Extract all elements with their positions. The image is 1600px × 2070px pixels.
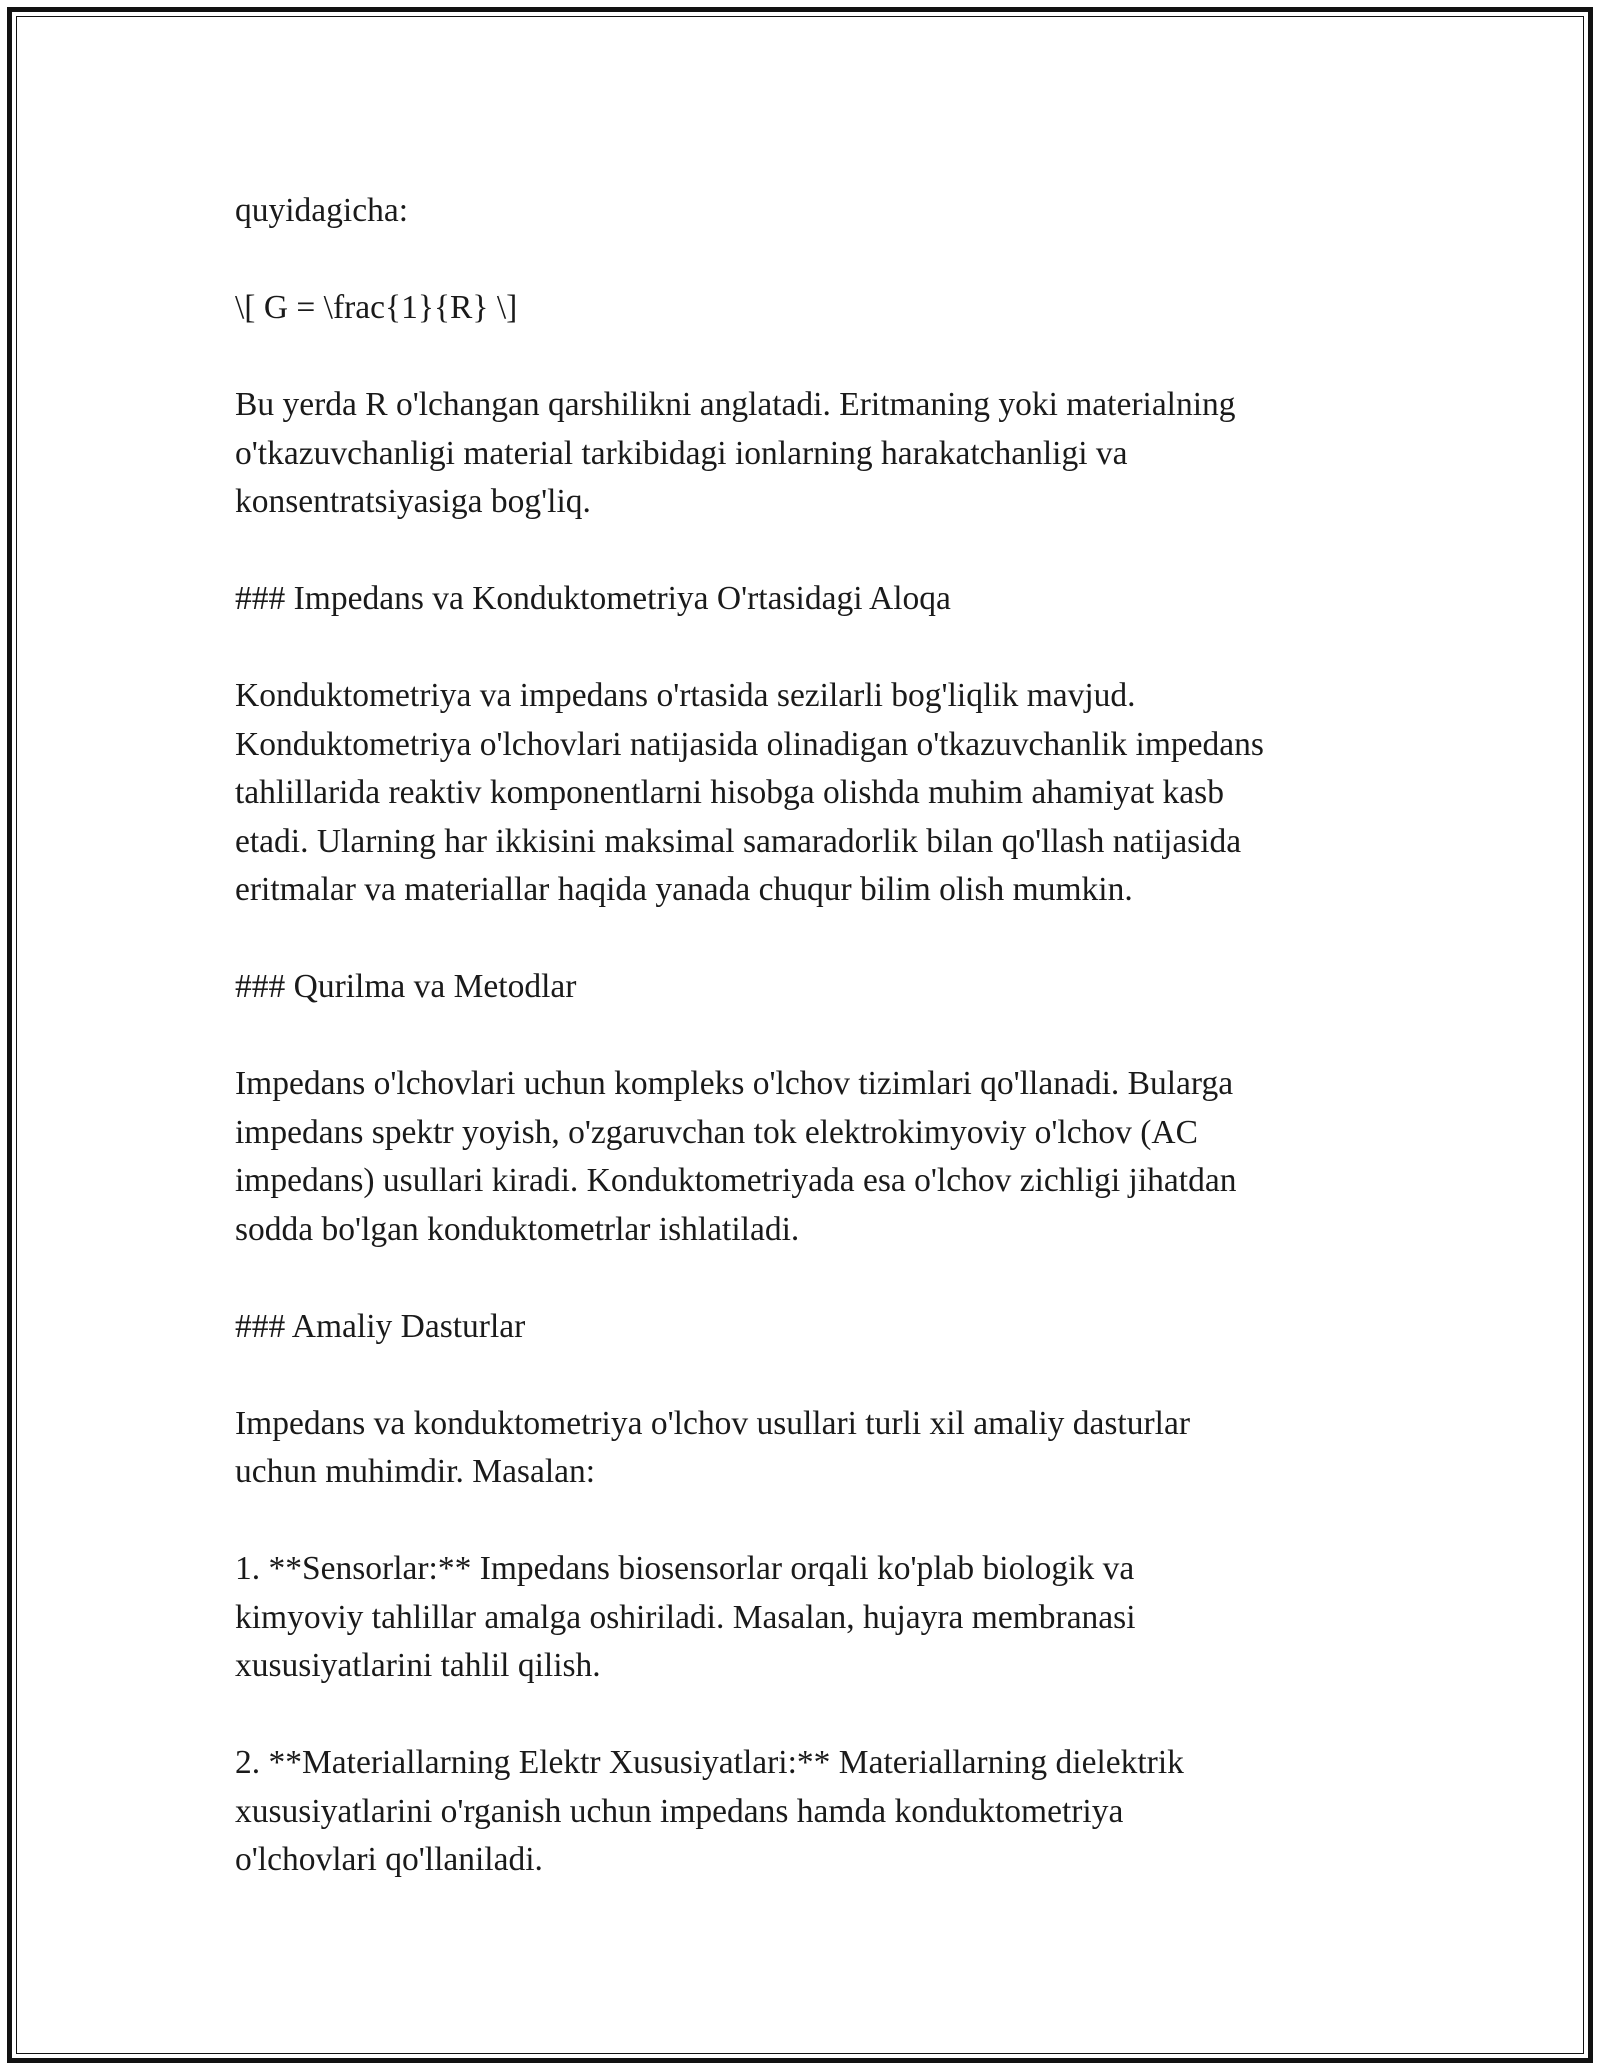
list-item-sensors: 1. **Sensorlar:** Impedans biosensorlar orqali ko'plab biologik va kimyoviy tahlillar amalga oshiriladi. Masalan, hujayra membranasi xususiyatlarini tahlil qilish. (235, 1550, 1136, 1684)
intro-fragment: quyidagicha: (235, 192, 409, 229)
document-body (235, 187, 1385, 1933)
paragraph-devices: Impedans o'lchovlari uchun kompleks o'lchov tizimlari qo'llanadi. Bularga impedans spektr yoyish, o'zgaruvchan tok elektrokimyoviy o'lchov (AC impedans) usullari kiradi. Konduktometriyada esa o'lchov zichligi jihatdan sodda bo'lgan konduktometrlar ishlatiladi. (235, 1065, 1237, 1248)
list-item-materials: 2. **Materiallarning Elektr Xususiyatlari:** Materiallarning dielektrik xususiyatlarini o'rganish uchun impedans hamda konduktometriya o'lchovlari qo'llaniladi. (235, 1744, 1184, 1878)
heading-applications: ### Amaliy Dasturlar (235, 1307, 526, 1345)
heading-relationship: ### Impedans va Konduktometriya O'rtasidagi Aloqa (235, 580, 951, 617)
paragraph-resistance: Bu yerda R o'lchangan qarshilikni anglatadi. Eritmaning yoki materialning o'tkazuvchanligi material tarkibidagi ionlarning harakatchanligi va konsentratsiyasiga bog'liq. (235, 386, 1236, 520)
paragraph-relationship: Konduktometriya va impedans o'rtasida sezilarli bog'liqlik mavjud. Konduktometriya o'lchovlari natijasida olinadigan o'tkazuvchanlik impedans tahlillarida reaktiv komponentlarni hisobga olishda muhim ahamiyat kasb etadi. Ularning har ikkisini maksimal samaradorlik bilan qo'llash natijasida eritmalar va materiallar haqida yanada chuqur bilim olish mumkin. (235, 677, 1264, 908)
formula-conductance: \[ G = \frac{1}{R} \] (235, 289, 518, 326)
paragraph-applications: Impedans va konduktometriya o'lchov usullari turli xil amaliy dasturlar uchun muhimdir. Masalan: (235, 1404, 1190, 1490)
heading-devices: ### Qurilma va Metodlar (235, 968, 577, 1005)
